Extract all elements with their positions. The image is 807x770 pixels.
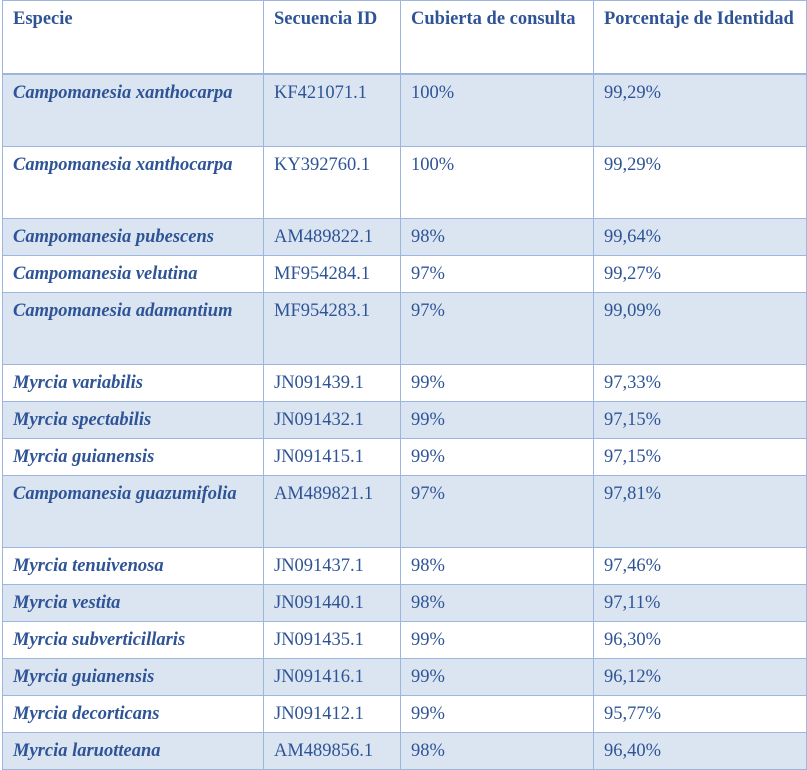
species-cell: Myrcia subverticillaris (3, 622, 264, 659)
sequence-id-cell: JN091415.1 (264, 439, 401, 476)
table-row (3, 733, 807, 770)
sequence-id-cell: MF954284.1 (264, 256, 401, 293)
species-cell: Myrcia variabilis (3, 365, 264, 402)
header-row (3, 1, 807, 75)
table-row (3, 659, 807, 696)
query-cover-cell: 97% (401, 256, 594, 293)
query-cover-cell: 97% (401, 476, 594, 548)
species-cell: Campomanesia guazumifolia (3, 476, 264, 548)
species-cell: Myrcia tenuivenosa (3, 548, 264, 585)
table-row (3, 74, 807, 147)
species-cell: Myrcia spectabilis (3, 402, 264, 439)
query-cover-cell: 99% (401, 402, 594, 439)
species-cell: Campomanesia xanthocarpa (3, 147, 264, 219)
query-cover-cell: 98% (401, 219, 594, 256)
identity-cell: 97,33% (594, 365, 807, 402)
query-cover-cell: 98% (401, 585, 594, 622)
results-table (2, 0, 807, 770)
table-row (3, 402, 807, 439)
query-cover-cell: 98% (401, 733, 594, 770)
table-row (3, 293, 807, 365)
species-cell: Myrcia laruotteana (3, 733, 264, 770)
species-cell: Myrcia guianensis (3, 439, 264, 476)
identity-cell: 99,64% (594, 219, 807, 256)
sequence-id-cell: KF421071.1 (264, 74, 401, 147)
identity-cell: 97,11% (594, 585, 807, 622)
table-row (3, 219, 807, 256)
table-row (3, 548, 807, 585)
query-cover-cell: 99% (401, 622, 594, 659)
identity-cell: 95,77% (594, 696, 807, 733)
species-cell: Campomanesia adamantium (3, 293, 264, 365)
identity-cell: 97,46% (594, 548, 807, 585)
sequence-id-cell: AM489822.1 (264, 219, 401, 256)
sequence-id-cell: JN091435.1 (264, 622, 401, 659)
sequence-id-cell: JN091412.1 (264, 696, 401, 733)
table-row (3, 147, 807, 219)
query-cover-cell: 99% (401, 696, 594, 733)
table-row (3, 585, 807, 622)
identity-cell: 97,15% (594, 402, 807, 439)
identity-cell: 99,29% (594, 147, 807, 219)
query-cover-cell: 99% (401, 439, 594, 476)
table-row (3, 439, 807, 476)
sequence-id-cell: JN091439.1 (264, 365, 401, 402)
query-cover-cell: 97% (401, 293, 594, 365)
species-cell: Campomanesia velutina (3, 256, 264, 293)
species-cell: Myrcia vestita (3, 585, 264, 622)
sequence-id-cell: AM489821.1 (264, 476, 401, 548)
identity-cell: 96,12% (594, 659, 807, 696)
table-row (3, 622, 807, 659)
header-query-cover: Cubierta de consulta (401, 1, 594, 75)
identity-cell: 99,29% (594, 74, 807, 147)
header-species: Especie (3, 1, 264, 75)
sequence-id-cell: JN091432.1 (264, 402, 401, 439)
query-cover-cell: 99% (401, 659, 594, 696)
query-cover-cell: 98% (401, 548, 594, 585)
query-cover-cell: 99% (401, 365, 594, 402)
identity-cell: 97,15% (594, 439, 807, 476)
sequence-id-cell: AM489856.1 (264, 733, 401, 770)
identity-cell: 99,27% (594, 256, 807, 293)
sequence-id-cell: MF954283.1 (264, 293, 401, 365)
identity-cell: 96,40% (594, 733, 807, 770)
species-cell: Campomanesia pubescens (3, 219, 264, 256)
sequence-id-cell: JN091416.1 (264, 659, 401, 696)
species-cell: Myrcia guianensis (3, 659, 264, 696)
species-cell: Campomanesia xanthocarpa (3, 74, 264, 147)
species-cell: Myrcia decorticans (3, 696, 264, 733)
identity-cell: 99,09% (594, 293, 807, 365)
query-cover-cell: 100% (401, 147, 594, 219)
sequence-id-cell: JN091440.1 (264, 585, 401, 622)
identity-cell: 96,30% (594, 622, 807, 659)
table-row (3, 365, 807, 402)
sequence-id-cell: JN091437.1 (264, 548, 401, 585)
sequence-id-cell: KY392760.1 (264, 147, 401, 219)
identity-cell: 97,81% (594, 476, 807, 548)
header-identity: Porcentaje de Identidad (594, 1, 807, 75)
header-sequence-id: Secuencia ID (264, 1, 401, 75)
table-row (3, 476, 807, 548)
query-cover-cell: 100% (401, 74, 594, 147)
table-row (3, 256, 807, 293)
table-row (3, 696, 807, 733)
